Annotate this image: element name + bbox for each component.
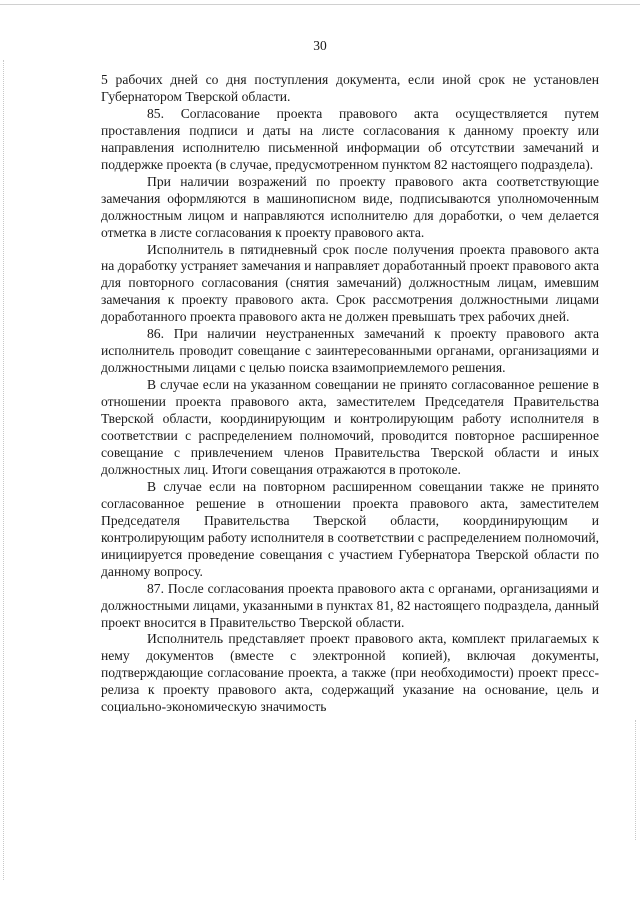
paragraph: Исполнитель в пятидневный срок после получения проекта правового акта на доработку устраняет замечания и направляет доработанный проект правового акта для повторного согласования (снятия замечаний) должностным лицам, имевшим замечания к проекту правового акта. Срок рассмотрения должностными лицами доработанного проекта правового акта не должен превышать трех рабочих дней.: [101, 241, 599, 325]
paragraph-item-86: 86. При наличии неустраненных замечаний к проекту правового акта исполнитель проводит совещание с заинтересованными органами, организациями и должностными лицами с целью поиска взаимоприемлемого решения.: [101, 326, 599, 376]
paragraph-item-85: 85. Согласование проекта правового акта осуществляется путем проставления подписи и даты на листе согласования к данному проекту или направления исполнителю письменной информации об отсутствии замечаний и поддержке проекта (в случае, предусмотренном пунктом 82 настоящего подраздела).: [101, 105, 599, 172]
paragraph: В случае если на указанном совещании не принято согласованное решение в отношении проекта правового акта, заместителем Председателя Правительства Тверской области, координирующим и контролирующим работу исполнителя в соответствии с распределением полномочий, проводится повторное расширенное совещание с привлечением членов Правительства Тверской области и иных должностных лиц. Итоги совещания отражаются в протоколе.: [101, 377, 599, 477]
document-body: [101, 72, 599, 716]
page-number: 30: [313, 38, 327, 53]
paragraph: При наличии возражений по проекту правового акта соответствующие замечания оформляются в машинописном виде, подписываются уполномоченным должностным лицом и направляются исполнителю для доработки, о чем делается отметка в листе согласования к проекту правового акта.: [101, 173, 599, 240]
paragraph: В случае если на повторном расширенном совещании также не принято согласованное решение в отношении проекта правового акта, заместителем Председателя Правительства Тверской области, координирующим и контролирующим работу исполнителя в соответствии с распределением полномочий, инициируется проведение совещания с участием Губернатора Тверской области по данному вопросу.: [101, 478, 599, 579]
scan-right-edge: [635, 720, 636, 840]
scan-top-border: [0, 4, 640, 5]
paragraph-item-87: 87. После согласования проекта правового акта с органами, организациями и должностными лицами, указанными в пунктах 81, 82 настоящего подраздела, данный проект вносится в Правительство Тверской области.: [101, 580, 599, 630]
paragraph: 5 рабочих дней со дня поступления документа, если иной срок не установлен Губернатором Тверской области.: [101, 72, 599, 104]
paragraph: Исполнитель представляет проект правового акта, комплект прилагаемых к нему документов (вместе с электронной копией), включая документы, подтверждающие согласование проекта, а также (при необходимости) проект пресс-релиза к проекту правового акта, содержащий указание на основание, цель и социально-экономическую значимость: [101, 631, 599, 715]
scan-left-edge: [3, 60, 4, 880]
